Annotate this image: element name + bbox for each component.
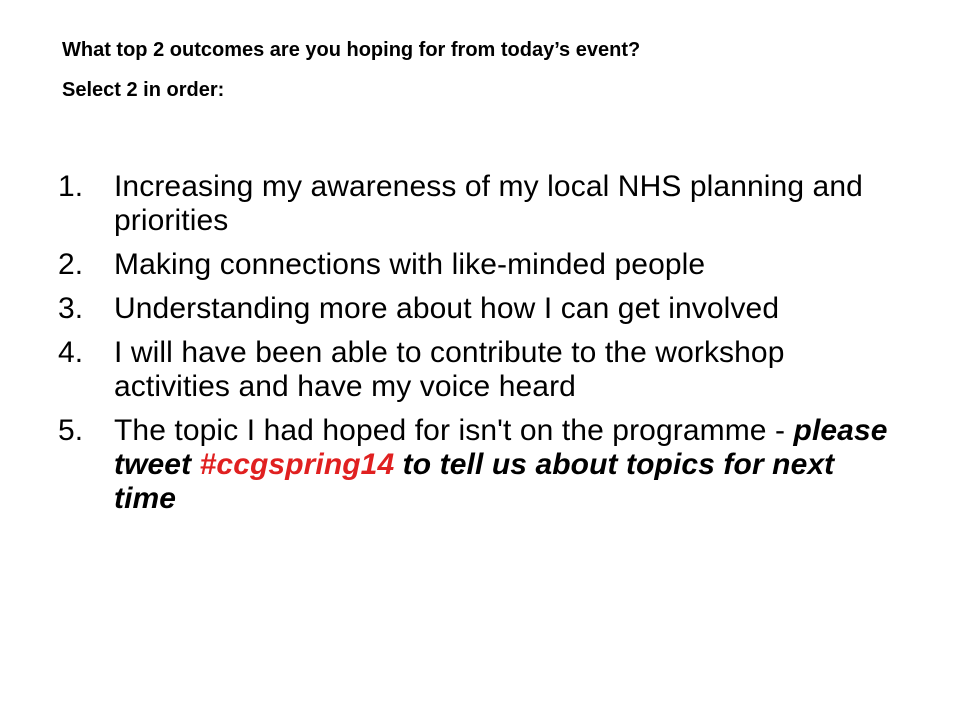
option-text-emphasis-end: to tell us about topics for next time	[114, 448, 835, 515]
answer-options-list	[58, 170, 898, 526]
question-title-line-2: Select 2 in order:	[62, 79, 225, 101]
option-text: The topic I had hoped for isn't on the programme -	[114, 414, 794, 447]
answer-option-1	[58, 170, 898, 238]
question-title	[62, 30, 922, 110]
option-text: Increasing my awareness of my local NHS planning and priorities	[114, 170, 863, 237]
option-number: 3.	[58, 292, 84, 325]
answer-option-5	[58, 414, 898, 516]
hashtag: #ccgspring14	[199, 448, 395, 481]
option-text-emphasis: please tweet	[114, 414, 888, 481]
option-text: Understanding more about how I can get involved	[114, 292, 780, 325]
option-number: 2.	[58, 248, 84, 281]
option-text: Making connections with like-minded people	[114, 248, 706, 281]
answer-option-4	[58, 336, 898, 404]
option-number: 5.	[58, 414, 84, 447]
option-number: 1.	[58, 170, 84, 203]
option-number: 4.	[58, 336, 84, 369]
question-title-line-1: What top 2 outcomes are you hoping for from today’s event?	[62, 39, 641, 61]
answer-option-3	[58, 292, 898, 326]
answer-option-2	[58, 248, 898, 282]
option-text: I will have been able to contribute to the workshop activities and have my voice heard	[114, 336, 785, 403]
